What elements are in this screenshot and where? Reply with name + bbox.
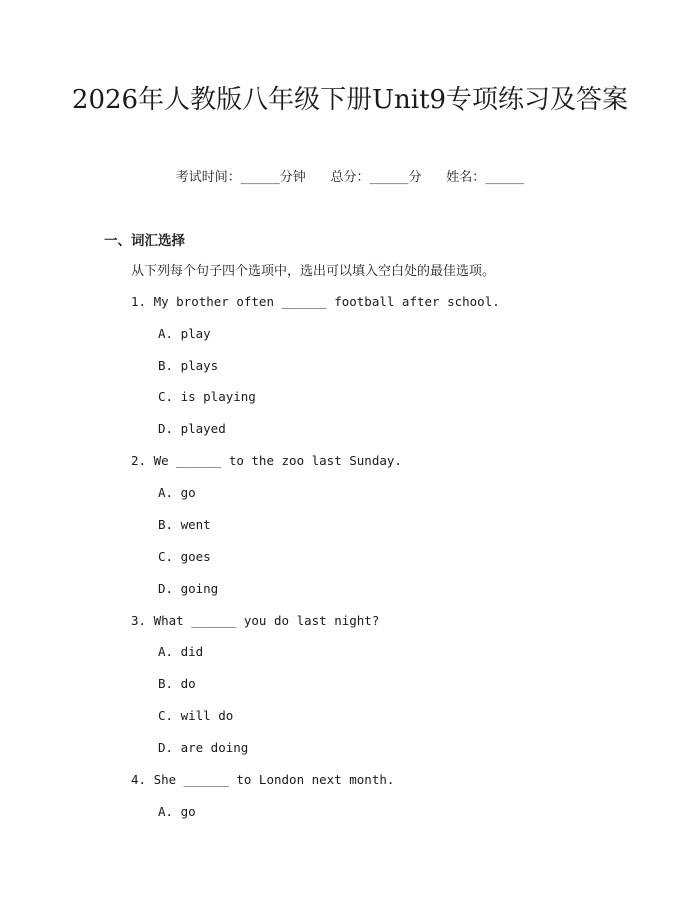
- question-option: C. will do: [158, 708, 234, 723]
- question-option: A. did: [158, 644, 204, 659]
- question-text: 2. We ______ to the zoo last Sunday.: [131, 453, 402, 468]
- question-option: A. play: [158, 326, 211, 341]
- question-option: C. is playing: [158, 389, 256, 404]
- document-title: 2026年人教版八年级下册Unit9专项练习及答案: [71, 85, 629, 115]
- question-option: C. goes: [158, 549, 211, 564]
- question-text: 1. My brother often ______ football after school.: [131, 294, 500, 309]
- question-option: D. going: [158, 581, 219, 596]
- question-option: B. plays: [158, 358, 219, 373]
- question-option: D. played: [158, 421, 226, 436]
- question-option: B. do: [158, 676, 196, 691]
- question-text: 4. She ______ to London next month.: [131, 772, 395, 787]
- exam-info: 考试时间：______分钟 总分：______分 姓名：______: [175, 170, 525, 185]
- section-heading: 一、词汇选择: [104, 233, 185, 249]
- question-option: D. are doing: [158, 740, 249, 755]
- question-text: 3. What ______ you do last night?: [131, 613, 380, 628]
- section-instruction: 从下列每个句子四个选项中，选出可以填入空白处的最佳选项。: [131, 264, 496, 279]
- question-option: B. went: [158, 517, 211, 532]
- question-option: A. go: [158, 804, 196, 819]
- question-option: A. go: [158, 485, 196, 500]
